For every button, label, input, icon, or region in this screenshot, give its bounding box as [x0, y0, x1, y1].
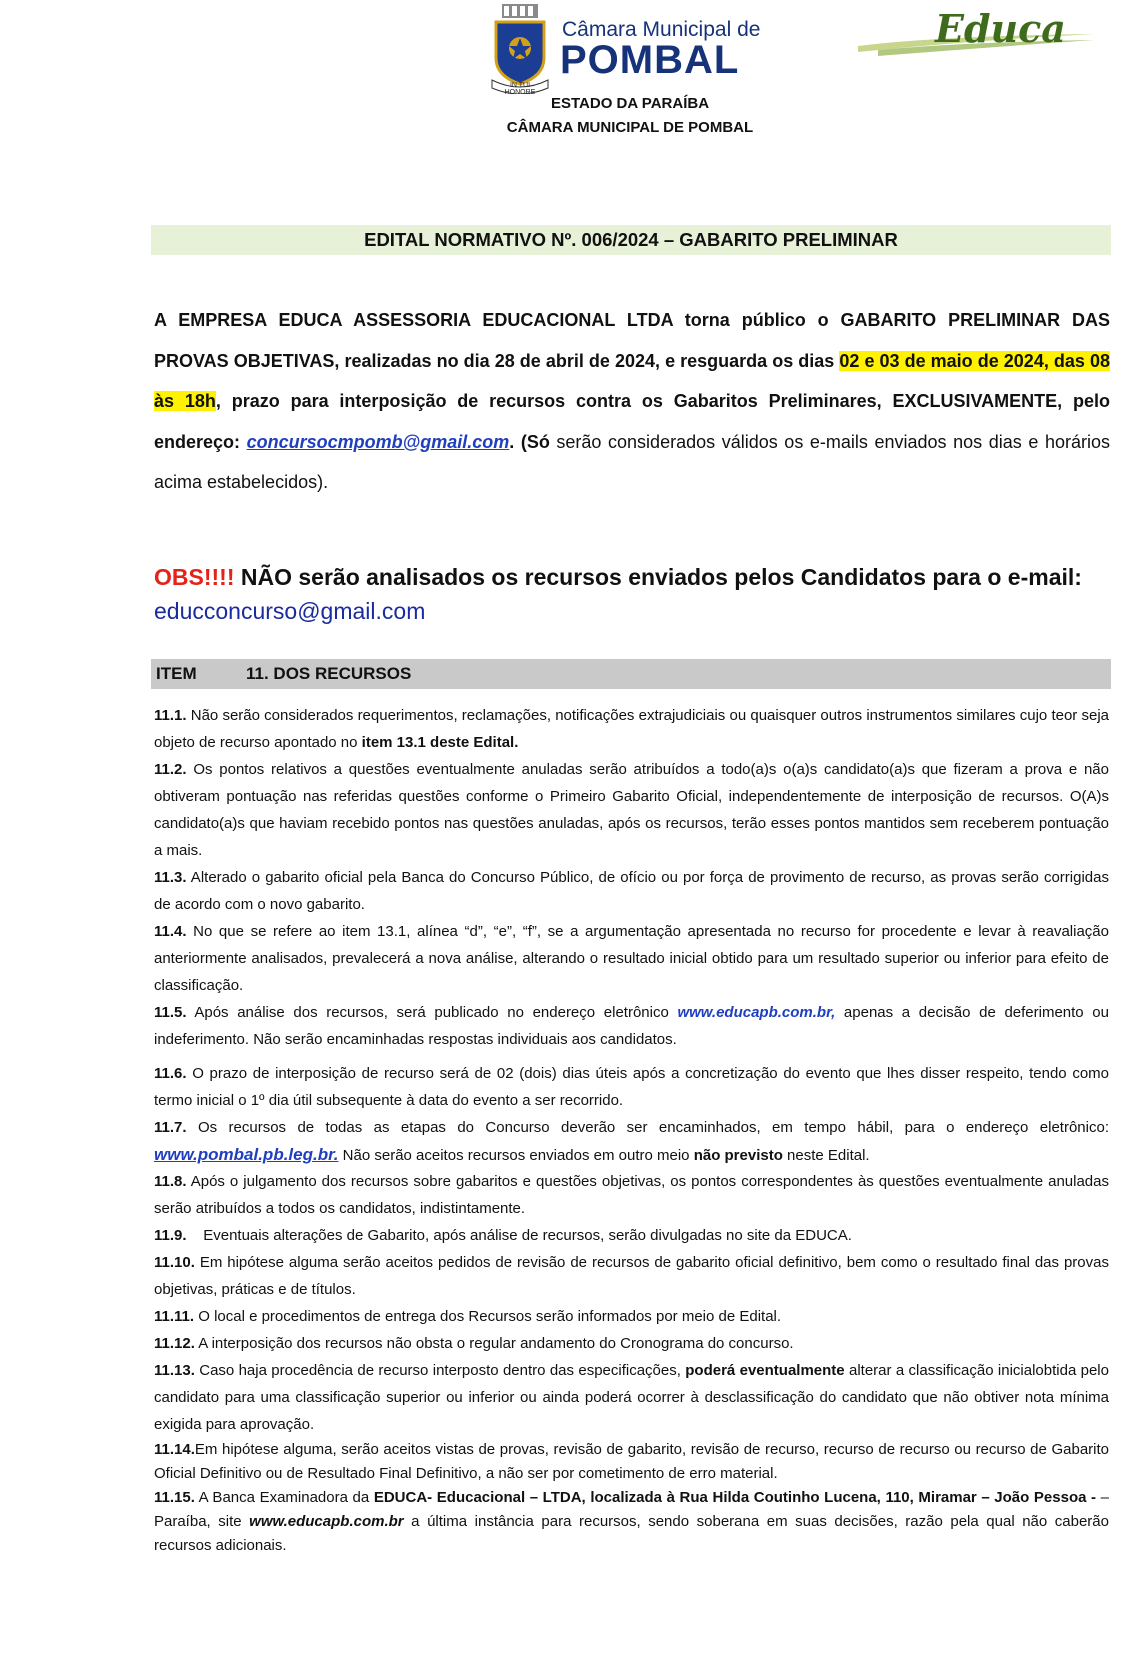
intro-email-link[interactable]: concursocmpomb@gmail.com: [246, 431, 510, 452]
clause-11-2: [154, 756, 1109, 864]
logo-line1: Câmara Municipal de: [562, 18, 761, 41]
obs-text: NÃO serão analisados os recursos enviados pelos Candidatos para o e-mail:: [234, 564, 1082, 590]
clause-11-10: [154, 1249, 1109, 1303]
clause-11-5: [154, 999, 1109, 1053]
clause-text-3: neste Edital.: [782, 1147, 870, 1164]
clause-11-15: [154, 1486, 1109, 1558]
clause-text: O local e procedimentos de entrega dos Recursos serão informados por meio de Edital.: [194, 1308, 782, 1325]
clause-text: O prazo de interposição de recurso será de 02 (dois) dias úteis após a concretização do evento que lhes disser respeito, tendo como termo inicial o 1º dia útil subsequente à data do evento a ser recorrido.: [154, 1065, 1109, 1109]
clause-11-6: [154, 1060, 1109, 1114]
clause-11-13: [154, 1357, 1109, 1438]
clause-number: 11.1.: [154, 707, 187, 724]
clause-bold-2: www.educapb.com.br: [249, 1513, 404, 1530]
clause-bold: item 13.1 deste Edital.: [361, 734, 519, 751]
clause-number: 11.11.: [154, 1308, 195, 1325]
clause-text: Eventuais alterações de Gabarito, após análise de recursos, serão divulgadas no site da EDUCA.: [186, 1227, 852, 1244]
clause-number: 11.14.: [154, 1441, 195, 1458]
clause-11-14: [154, 1438, 1109, 1486]
clause-11-11: [154, 1303, 1109, 1330]
logo-line2: POMBAL: [560, 38, 740, 82]
clause-bold: EDUCA- Educacional – LTDA, localizada à Rua Hilda Coutinho Lucena, 110, Miramar – João Pessoa -: [373, 1489, 1097, 1506]
clause-text-2: apenas a decisão de deferimento ou indeferimento. Não serão encaminhadas respostas individuais aos candidatos.: [154, 1004, 1109, 1048]
clause-number: 11.4.: [154, 923, 187, 940]
clause-number: 11.7.: [154, 1119, 187, 1136]
state-heading: ESTADO DA PARAÍBA: [550, 95, 710, 112]
clause-number: 11.5.: [154, 1004, 187, 1021]
educapb-link[interactable]: www.educapb.com.br,: [677, 1004, 836, 1021]
clause-number: 11.8.: [154, 1173, 187, 1190]
clause-number: 11.9.: [154, 1227, 187, 1244]
clause-number: 11.15.: [154, 1489, 195, 1506]
clause-11-12: [154, 1330, 1109, 1357]
obs-label: OBS!!!!: [154, 564, 235, 590]
clause-text: Caso haja procedência de recurso interposto dentro das especificações,: [194, 1362, 686, 1379]
pombal-link[interactable]: www.pombal.pb.leg.br.: [154, 1145, 339, 1164]
obs-notice: [154, 560, 1114, 628]
page-title: EDITAL NORMATIVO Nº. 006/2024 – GABARITO PRELIMINAR: [364, 229, 898, 250]
clause-11-1: [154, 702, 1109, 756]
item-title: 11. DOS RECURSOS: [246, 664, 412, 683]
clause-text: A interposição dos recursos não obsta o regular andamento do Cronograma do concurso.: [194, 1335, 794, 1352]
intro-paragraph: [154, 300, 1110, 503]
clause-text: Em hipótese alguma, serão aceitos vistas de provas, revisão de gabarito, revisão de recurso, recurso de recurso ou recurso de Gabarito Oficial Definitivo ou de Resultado Final Definitivo, a não ser por cometimento de erro material.: [154, 1441, 1109, 1482]
clause-number: 11.2.: [154, 761, 187, 778]
clause-11-9: [154, 1222, 1109, 1249]
chamber-heading: CÂMARA MUNICIPAL DE POMBAL: [506, 119, 754, 136]
clause-text: No que se refere ao item 13.1, alínea “d”, “e”, “f”, se a argumentação apresentada no recurso for procedente e levar à reavaliação anteriormente analisados, prevalecerá a nova análise, alterando o resultado inicial obtido para um resultado superior ou inferior para efeito de classificação.: [154, 923, 1109, 994]
clause-11-8: [154, 1168, 1109, 1222]
clause-text-2: alterar a classificação inicialobtida pelo candidato para uma classificação superior ou inferior ou ainda poderá ocorrer à desclassificação do candidato que não obtiver nota mínima exigida para aprovação.: [154, 1362, 1109, 1433]
clause-11-7: [154, 1114, 1109, 1169]
clause-number: 11.12.: [154, 1335, 195, 1352]
intro-text-4: serão considerados válidos os e-mails enviados nos dias e horários acima estabelecidos).: [154, 431, 1111, 492]
educa-wordmark: Educa: [935, 6, 1066, 51]
clause-11-3: [154, 864, 1109, 918]
clause-text-2: Não serão aceitos recursos enviados em outro meio: [338, 1147, 694, 1164]
clause-bold: não previsto: [693, 1147, 783, 1164]
crest-motto: IN TUI HONORE: [504, 82, 536, 96]
clause-text: A Banca Examinadora da: [194, 1489, 374, 1506]
clause-number: 11.10.: [154, 1254, 195, 1271]
intro-text-3: . (Só: [509, 431, 550, 452]
clause-text: Os recursos de todas as etapas do Concurso deverão ser encaminhados, em tempo hábil, para o endereço eletrônico:: [186, 1119, 1109, 1136]
camara-crest-logo: [490, 2, 550, 94]
clause-text: Os pontos relativos a questões eventualmente anuladas serão atribuídos a todo(a)s o(a)s candidato(a)s que fizeram a prova e não obtiveram pontuação nas referidas questões conforme o Primeiro Gabarito Oficial, independentemente de interposição de recursos. O(A)s candidato(a)s que haviam recebido pontos nas questões anuladas, após os recursos, terão esses pontos mantidos sem receberem pontuação a mais.: [154, 761, 1109, 859]
intro-dates: 02 e 03 de maio de 2024, das 08 às 18h: [154, 350, 1110, 411]
clause-text-2: –Paraíba, site: [154, 1489, 1109, 1530]
clause-number: 11.6.: [154, 1065, 187, 1082]
clause-text-3: a última instância para recursos, sendo soberana em suas decisões, razão pela qual não caberão recursos adicionais.: [154, 1513, 1109, 1554]
clause-number: 11.3.: [154, 869, 187, 886]
clause-text: Após análise dos recursos, será publicado no endereço eletrônico: [186, 1004, 678, 1021]
intro-text-2: , prazo para interposição de recursos contra os Gabaritos Preliminares, EXCLUSIVAMENTE, pelo endereço:: [154, 391, 1110, 452]
clause-number: 11.13.: [154, 1362, 195, 1379]
item-label: ITEM: [156, 664, 197, 683]
clause-text: Após o julgamento dos recursos sobre gabaritos e questões objetivas, os pontos correspondentes às questões eventualmente anuladas serão atribuídos a todos os candidatos, indistintamente.: [154, 1173, 1109, 1217]
clause-text: Alterado o gabarito oficial pela Banca do Concurso Público, de ofício ou por força de provimento de recurso, as provas serão corrigidas de acordo com o novo gabarito.: [154, 869, 1109, 913]
clause-text: Em hipótese alguma serão aceitos pedidos de revisão de recursos de gabarito oficial definitivo, bem como o resultado final das provas objetivas, práticas e de títulos.: [154, 1254, 1109, 1298]
obs-email: educconcurso@gmail.com: [154, 598, 426, 624]
intro-text-1: A EMPRESA EDUCA ASSESSORIA EDUCACIONAL LTDA torna público o GABARITO PRELIMINAR DAS PROVAS OBJETIVAS, realizadas no dia 28 de abril de 2024, e resguarda os dias: [154, 310, 1110, 371]
clause-11-4: [154, 918, 1109, 999]
clause-bold: poderá eventualmente: [685, 1362, 845, 1379]
clause-text: Não serão considerados requerimentos, reclamações, notificações extrajudiciais ou quaisquer outros instrumentos similares cujo teor seja objeto de recurso apontado no: [154, 707, 1109, 751]
